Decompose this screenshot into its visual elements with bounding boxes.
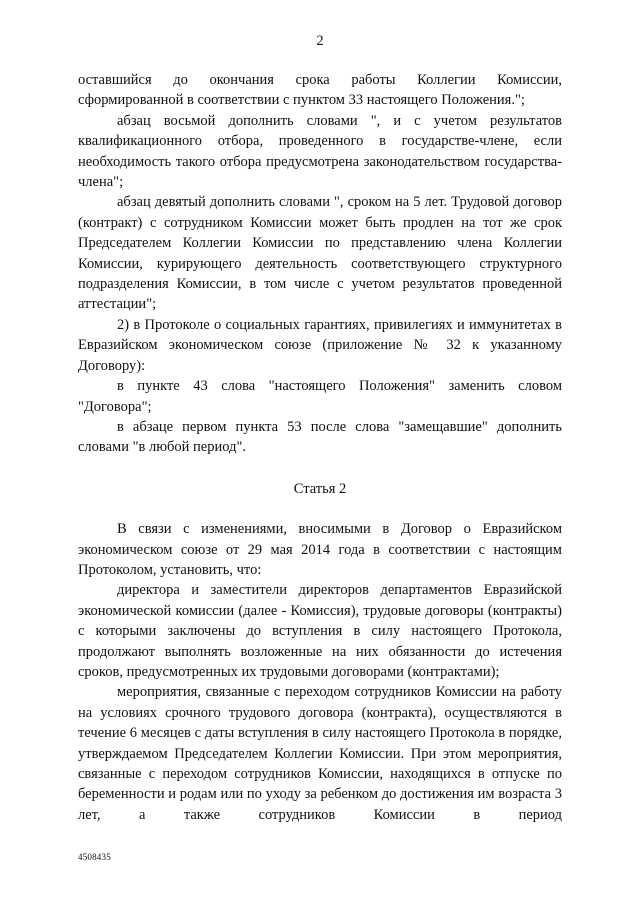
paragraph-abzac-8: абзац восьмой дополнить словами ", и с учетом результатов квалификационного отбора, проведенного в государстве-члене, если необходимость такого отбора предусмотрена законодательством государства-члена"; xyxy=(78,112,562,191)
paragraph-abzac-9: абзац девятый дополнить словами ", сроком на 5 лет. Трудовой договор (контракт) с сотрудником Комиссии может быть продлен на тот же срок Председателем Коллегии Комиссии по представлению члена Коллегии Комиссии, курирующего деятельность соответствующего структурного подразделения Комиссии, в том числе с учетом результатов проведенной аттестации"; xyxy=(78,194,562,313)
paragraph-point-43: в пункте 43 слова "настоящего Положения" заменить словом "Договора"; xyxy=(78,378,562,415)
paragraph-item-2: 2) в Протоколе о социальных гарантиях, привилегиях и иммунитетах в Евразийском экономическом союзе (приложение № 32 к указанному Договору): xyxy=(78,316,562,374)
paragraph-continuation: оставшийся до окончания срока работы Коллегии Комиссии, сформированной в соответствии с пунктом 33 настоящего Положения."; xyxy=(78,72,562,109)
article-heading: Статья 2 xyxy=(293,480,347,497)
paragraph-point-53: в абзаце первом пункта 53 после слова "замещавшие" дополнить словами "в любой период". xyxy=(78,418,562,456)
document-body xyxy=(78,70,562,825)
document-code: 4508435 xyxy=(78,852,111,862)
paragraph-measures: мероприятия, связанные с переходом сотрудников Комиссии на работу на условиях срочного трудового договора (контракта), осуществляются в течение 6 месяцев с даты вступления в силу настоящего Протокола в порядке, утверждаемом Председателем Коллегии Комиссии. При этом мероприятия, связанные с переходом сотрудников Комиссии, находящихся в отпуске по беременности и родам или по уходу за ребенком до достижения им возраста 3 лет, а также сотрудников Комиссии в период xyxy=(78,684,562,823)
paragraph-directors: директора и заместители директоров департаментов Евразийской экономической комиссии (далее - Комиссия), трудовые договоры (контракты) с которыми заключены до вступления в силу настоящего Протокола, продолжают выполнять возложенные на них обязанности до истечения сроков, предусмотренных их трудовыми договорами (контрактами); xyxy=(78,582,562,680)
paragraph-article-intro: В связи с изменениями, вносимыми в Договор о Евразийском экономическом союзе от 29 мая 2014 года в соответствии с настоящим Протоколом, установить, что: xyxy=(78,521,562,578)
page-number: 2 xyxy=(316,33,324,49)
